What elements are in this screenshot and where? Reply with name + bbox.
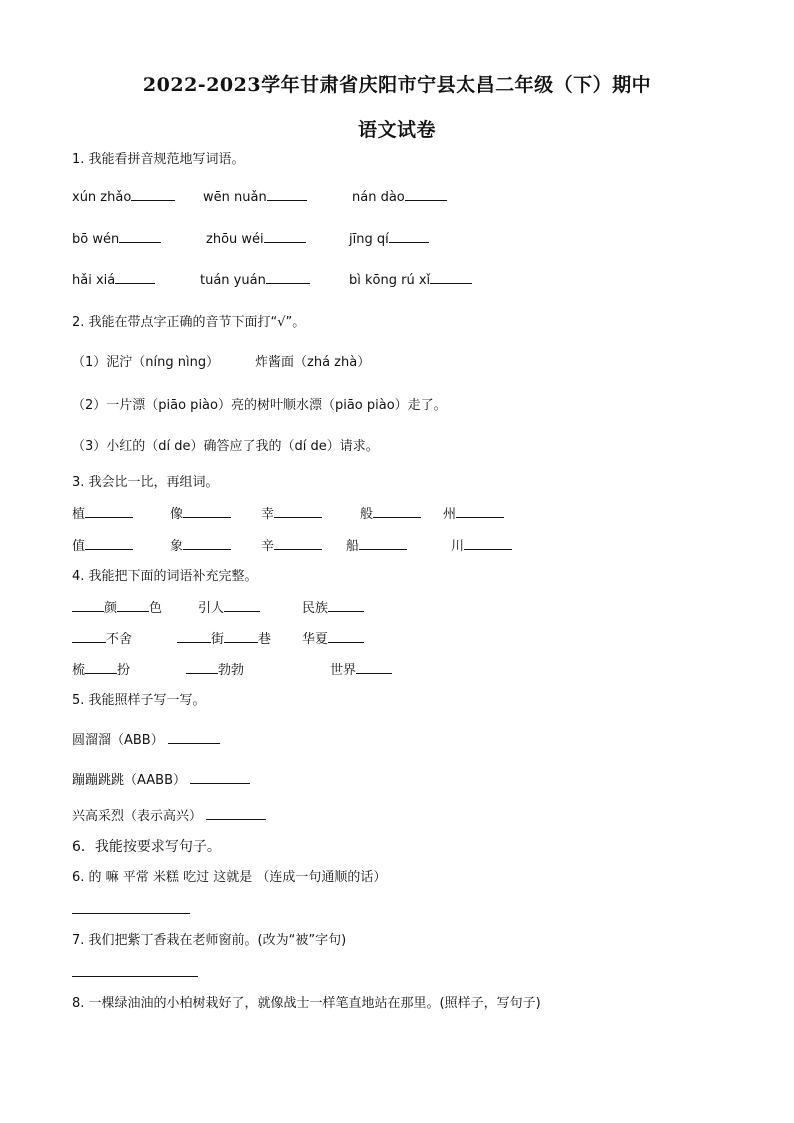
q3-r1-c5	[443, 505, 504, 524]
answer-blank[interactable]	[117, 599, 149, 612]
q4-r3-c3	[330, 661, 392, 680]
character: 像	[170, 507, 184, 522]
q4-r2-c1	[72, 630, 132, 649]
answer-blank[interactable]	[328, 599, 364, 612]
pinyin: hǎi xiá	[72, 273, 116, 288]
q4-r1-c2	[198, 599, 260, 618]
q3-r1-c3	[261, 505, 322, 524]
q4-prompt: 4. 我能把下面的词语补充完整。	[72, 569, 258, 584]
title-line-1: 2022-2023学年甘肃省庆阳市宁县太昌二年级（下）期中	[142, 74, 652, 96]
pinyin: bì kōng rú xǐ	[349, 273, 431, 288]
word-part: 世界	[330, 663, 357, 678]
example-word: 蹦蹦跳跳（AABB）	[72, 773, 186, 788]
q6-answer-line[interactable]	[72, 913, 190, 914]
q1-r3-c3	[349, 271, 472, 290]
answer-blank[interactable]	[356, 661, 392, 674]
answer-blank[interactable]	[274, 505, 322, 518]
answer-blank[interactable]	[267, 188, 307, 201]
q7-question: 7. 我们把紫丁香栽在老师窗前。(改为“被”字句)	[72, 933, 347, 948]
pinyin: zhōu wéi	[206, 232, 264, 247]
q1-prompt: 1. 我能看拼音规范地写词语。	[72, 152, 245, 167]
pinyin: tuán yuán	[200, 273, 266, 288]
answer-blank[interactable]	[206, 807, 266, 820]
q5-prompt: 5. 我能照样子写一写。	[72, 693, 206, 708]
title-line-2: 语文试卷	[357, 119, 436, 141]
q1-r1-c2	[203, 188, 307, 207]
word-part: 扮	[117, 663, 131, 678]
q5-item-1	[72, 731, 220, 750]
answer-blank[interactable]	[183, 537, 231, 550]
answer-blank[interactable]	[266, 271, 310, 284]
q3-r2-c3	[261, 537, 322, 556]
character: 川	[451, 539, 465, 554]
answer-blank[interactable]	[168, 731, 220, 744]
answer-blank[interactable]	[373, 505, 421, 518]
answer-blank[interactable]	[224, 599, 260, 612]
q4-r1-c3	[302, 599, 364, 618]
character: 幸	[261, 507, 275, 522]
answer-blank[interactable]	[224, 630, 258, 643]
word-part: 街	[211, 632, 225, 647]
answer-blank[interactable]	[389, 230, 429, 243]
pinyin: bō wén	[72, 232, 120, 247]
word-part: 华夏	[302, 632, 329, 647]
answer-blank[interactable]	[119, 230, 161, 243]
q1-r2-c3	[349, 230, 429, 249]
answer-blank[interactable]	[85, 661, 117, 674]
q3-r2-c4	[346, 537, 407, 556]
q3-r2-c5	[451, 537, 512, 556]
q4-r1-c1	[72, 599, 162, 618]
answer-blank[interactable]	[405, 188, 447, 201]
character: 植	[72, 507, 86, 522]
answer-blank[interactable]	[72, 630, 106, 643]
q1-r3-c2	[200, 271, 310, 290]
answer-blank[interactable]	[85, 537, 133, 550]
character: 辛	[261, 539, 275, 554]
q1-r3-c1	[72, 271, 155, 290]
q4-r3-c2	[186, 661, 244, 680]
answer-blank[interactable]	[456, 505, 504, 518]
answer-blank[interactable]	[183, 505, 231, 518]
answer-blank[interactable]	[177, 630, 211, 643]
word-part: 色	[149, 601, 163, 616]
q2-item-3: （3）小红的（dí de）确答应了我的（dí de）请求。	[72, 439, 379, 454]
q5-item-3	[72, 807, 266, 826]
q2-item-2: （2）一片漂（piāo piào）亮的树叶顺水漂（piāo piào）走了。	[72, 398, 447, 413]
character: 般	[360, 507, 374, 522]
q1-r1-c3	[352, 188, 447, 207]
pinyin: wēn nuǎn	[203, 190, 267, 205]
q5-item-2	[72, 771, 250, 790]
answer-blank[interactable]	[186, 661, 218, 674]
q8-question: 8. 一棵绿油油的小柏树栽好了，就像战士一样笔直地站在那里。(照样子，写句子)	[72, 996, 541, 1011]
q7-answer-line[interactable]	[72, 976, 198, 977]
word-part: 勃勃	[218, 663, 245, 678]
answer-blank[interactable]	[464, 537, 512, 550]
example-word: 兴高采烈（表示高兴）	[72, 809, 203, 824]
word-part: 民族	[302, 601, 329, 616]
q2-item-1b: 炸酱面（zhá zhà）	[255, 355, 371, 370]
q3-prompt: 3. 我会比一比，再组词。	[72, 475, 219, 490]
q6-heading: 6．我能按要求写句子。	[72, 839, 221, 855]
q1-r2-c1	[72, 230, 161, 249]
pinyin: xún zhǎo	[72, 190, 132, 205]
answer-blank[interactable]	[72, 599, 104, 612]
word-part: 巷	[258, 632, 272, 647]
q3-r1-c1	[72, 505, 133, 524]
character: 州	[443, 507, 457, 522]
q1-r1-c1	[72, 188, 175, 207]
answer-blank[interactable]	[274, 537, 322, 550]
character: 象	[170, 539, 184, 554]
answer-blank[interactable]	[131, 188, 175, 201]
example-word: 圆溜溜（ABB）	[72, 733, 164, 748]
answer-blank[interactable]	[430, 271, 472, 284]
q3-r1-c4	[360, 505, 421, 524]
word-part: 梳	[72, 663, 86, 678]
character: 船	[346, 539, 360, 554]
pinyin: jīng qí	[349, 232, 389, 247]
q6-question: 6. 的 嘛 平常 米糕 吃过 这就是 （连成一句通顺的话）	[72, 870, 387, 885]
q4-r2-c2	[177, 630, 271, 649]
q2-item-1a: （1）泥泞（níng nìng）	[72, 355, 220, 370]
q3-r2-c1	[72, 537, 133, 556]
character: 值	[72, 539, 86, 554]
answer-blank[interactable]	[115, 271, 155, 284]
q4-r3-c1	[72, 661, 130, 680]
q4-r2-c3	[302, 630, 364, 649]
answer-blank[interactable]	[359, 537, 407, 550]
word-part: 颜	[104, 601, 118, 616]
q1-r2-c2	[206, 230, 306, 249]
answer-blank[interactable]	[328, 630, 364, 643]
q2-prompt: 2. 我能在带点字正确的音节下面打“√”。	[72, 315, 306, 330]
word-part: 引人	[198, 601, 225, 616]
answer-blank[interactable]	[190, 771, 250, 784]
pinyin: nán dào	[352, 190, 405, 205]
word-part: 不舍	[106, 632, 133, 647]
answer-blank[interactable]	[264, 230, 306, 243]
q3-r1-c2	[170, 505, 231, 524]
answer-blank[interactable]	[85, 505, 133, 518]
q3-r2-c2	[170, 537, 231, 556]
